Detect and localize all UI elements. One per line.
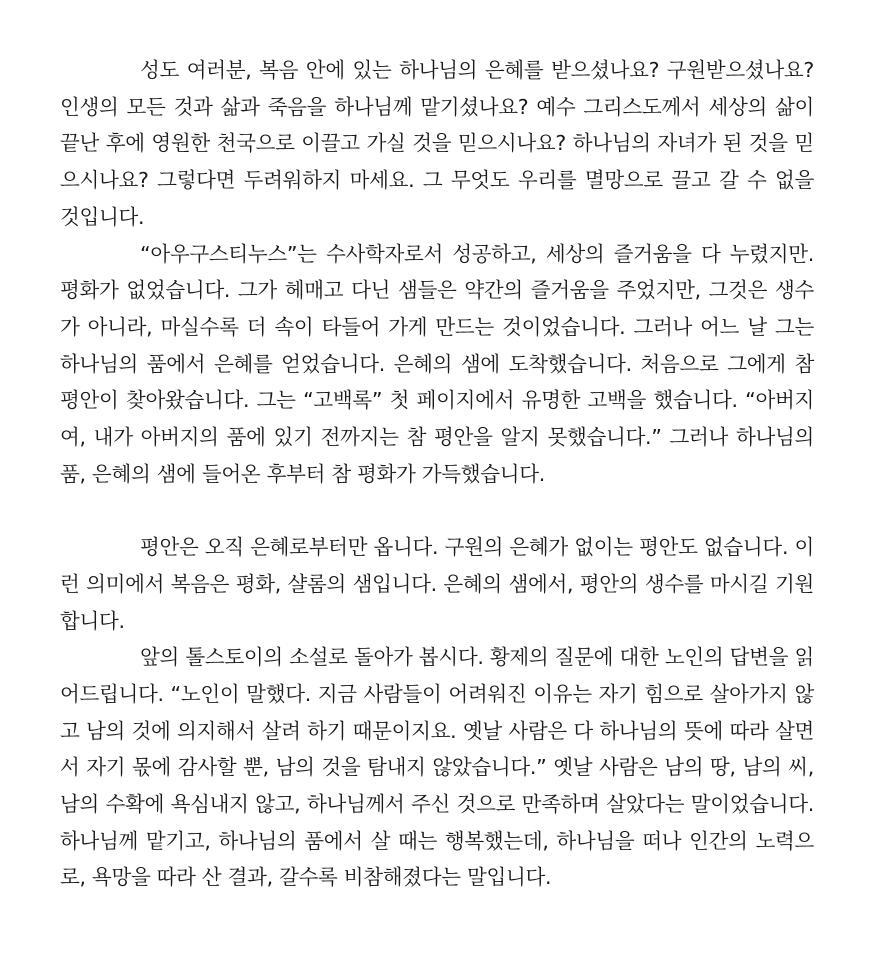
paragraph-peace-from-grace: 평안은 오직 은혜로부터만 옵니다. 구원의 은혜가 없이는 평안도 없습니다. 이런 의미에서 복음은 평화, 샬롬의 샘입니다. 은혜의 샘에서, 평안의 생수를 마시길 기원합니다. xyxy=(60,535,814,633)
document-body xyxy=(60,52,814,896)
paragraph-augustine: “아우구스티누스”는 수사학자로서 성공하고, 세상의 즐거움을 다 누렸지만. 평화가 없었습니다. 그가 헤매고 다닌 샘들은 약간의 즐거움을 주었지만, 그것은 생수가 아니라, 마실수록 더 속이 타들어 가게 만드는 것이었습니다. 그러나 어느 날 그는 하나님의 품에서 은혜를 얻었습니다. 은혜의 샘에 도착했습니다. 처음으로 그에게 참 평안이 찾아왔습니다. 그는 “고백록” 첫 페이지에서 유명한 고백을 했습니다. “아버지여, 내가 아버지의 품에 있기 전까지는 참 평안을 알지 못했습니다.” 그러나 하나님의 품, 은혜의 샘에 들어온 후부터 참 평화가 가득했습니다. xyxy=(60,241,814,486)
paragraph-grace-and-salvation: 성도 여러분, 복음 안에 있는 하나님의 은혜를 받으셨나요? 구원받으셨나요? 인생의 모든 것과 삶과 죽음을 하나님께 맡기셨나요? 예수 그리스도께서 세상의 삶이 끝난 후에 영원한 천국으로 이끌고 가실 것을 믿으시나요? 하나님의 자녀가 된 것을 믿으시나요? 그렇다면 두려워하지 마세요. 그 무엇도 우리를 멸망으로 끌고 갈 수 없을 것입니다. xyxy=(60,58,814,229)
paragraph-tolstoy: 앞의 톨스토이의 소설로 돌아가 봅시다. 황제의 질문에 대한 노인의 답변을 읽어드립니다. “노인이 말했다. 지금 사람들이 어려워진 이유는 자기 힘으로 살아가지 않고 남의 것에 의지해서 살려 하기 때문이지요. 옛날 사람은 다 하나님의 뜻에 따라 살면서 자기 몫에 감사할 뿐, 남의 것을 탐내지 않았습니다.” 옛날 사람은 남의 땅, 남의 씨, 남의 수확에 욕심내지 않고, 하나님께서 주신 것으로 만족하며 살았다는 말이었습니다. 하나님께 맡기고, 하나님의 품에서 살 때는 행복했는데, 하나님을 떠나 인간의 노력으로, 욕망을 따라 산 결과, 갈수록 비참해졌다는 말입니다. xyxy=(60,645,814,890)
paragraph-spacer xyxy=(60,492,814,529)
